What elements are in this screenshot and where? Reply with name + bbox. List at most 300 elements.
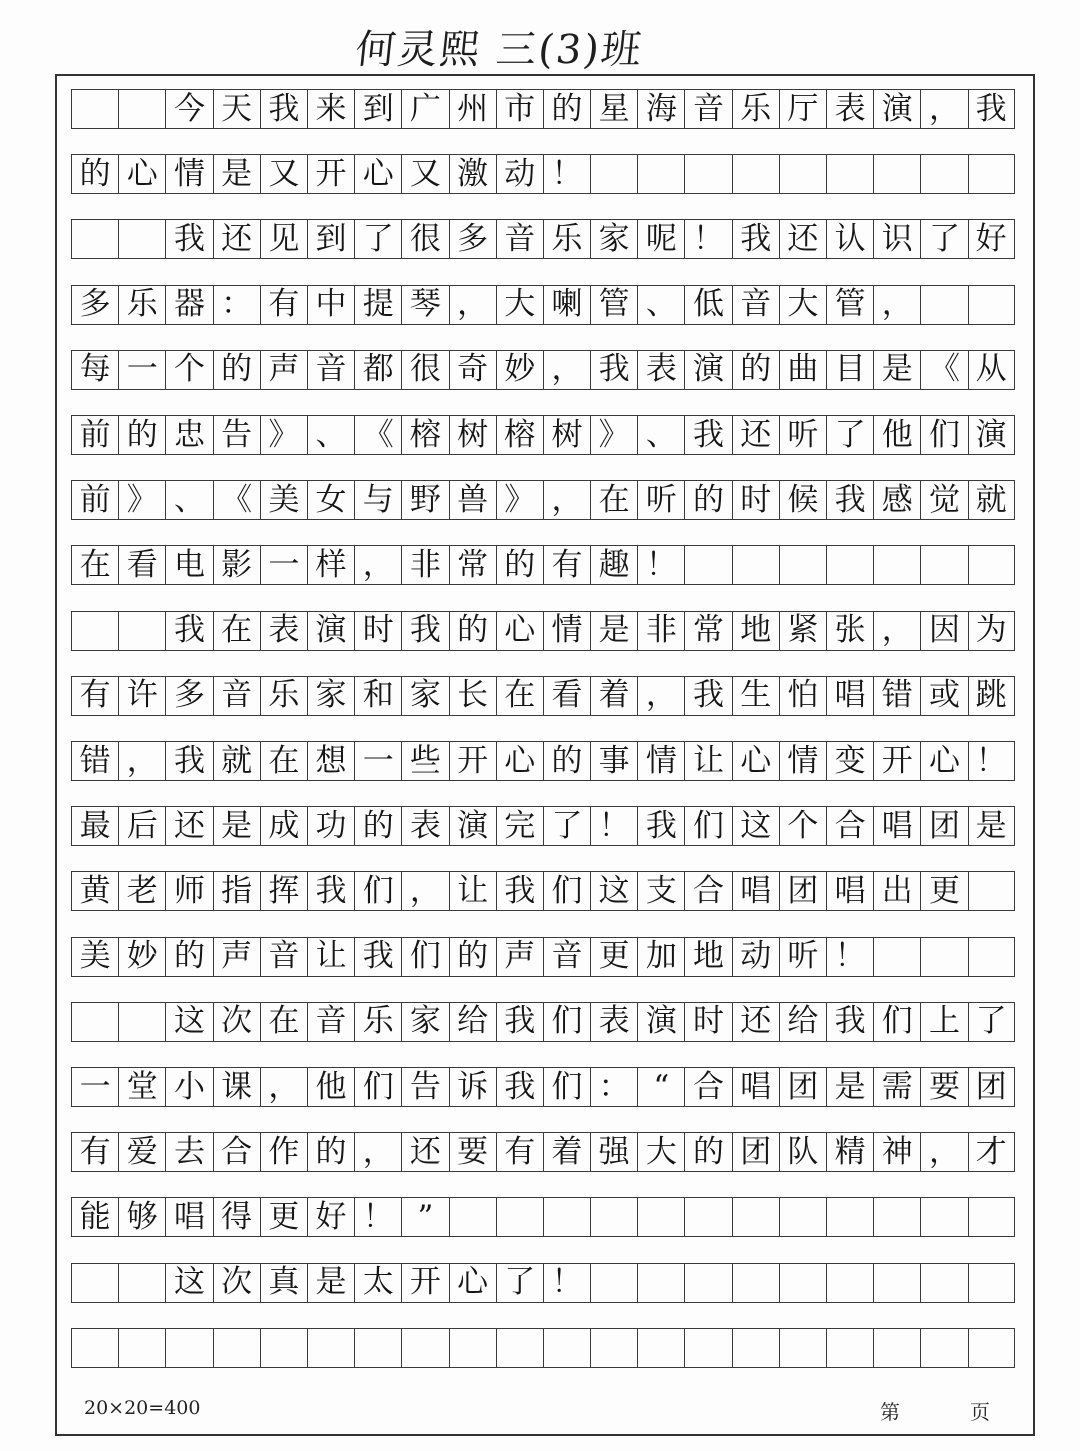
grid-cell [71, 219, 118, 259]
grid-cell: 心 [496, 611, 543, 651]
grid-cell: 黄 [71, 871, 118, 911]
grid-cell: 了 [826, 415, 873, 455]
grid-cell: 在 [496, 676, 543, 716]
grid-cell [968, 1197, 1015, 1237]
grid-row [71, 154, 1015, 194]
grid-cell: 长 [449, 676, 496, 716]
grid-cell: 的 [543, 89, 590, 129]
grid-cell: 是 [826, 1067, 873, 1107]
grid-cell: 非 [401, 545, 448, 585]
grid-cell [968, 285, 1015, 325]
grid-row [71, 415, 1015, 455]
grid-cell: 感 [873, 480, 920, 520]
grid-cell: 一 [71, 1067, 118, 1107]
grid-cell: 张 [826, 611, 873, 651]
grid-cell: 表 [637, 350, 684, 390]
grid-cell: ： [590, 1067, 637, 1107]
grid-cell: 演 [968, 415, 1015, 455]
grid-cell: ， [354, 545, 401, 585]
grid-cell: 与 [354, 480, 401, 520]
grid-cell: 是 [307, 1263, 354, 1303]
grid-cell: 这 [590, 871, 637, 911]
grid-cell: 强 [590, 1132, 637, 1172]
grid-cell: 我 [260, 89, 307, 129]
grid-cell: 、 [637, 285, 684, 325]
grid-cell [873, 937, 920, 977]
grid-cell: 树 [449, 415, 496, 455]
grid-cell [873, 545, 920, 585]
grid-cell: 们 [354, 871, 401, 911]
grid-cell [71, 1002, 118, 1042]
grid-cell: 我 [165, 741, 212, 781]
grid-cell: 前 [71, 415, 118, 455]
writing-grid [71, 89, 1015, 1393]
grid-cell: ， [543, 480, 590, 520]
grid-cell: 妙 [496, 350, 543, 390]
grid-cell: 挥 [260, 871, 307, 911]
grid-row [71, 350, 1015, 390]
student-name-class: 何灵熙 三(3)班 [353, 27, 646, 73]
grid-cell: 很 [401, 350, 448, 390]
grid-cell: ， [354, 1132, 401, 1172]
grid-cell: 了 [496, 1263, 543, 1303]
grid-cell: 成 [260, 806, 307, 846]
grid-cell: 给 [779, 1002, 826, 1042]
grid-cell: 星 [590, 89, 637, 129]
grid-cell [826, 1197, 873, 1237]
grid-cell: 唱 [826, 871, 873, 911]
grid-cell: 常 [684, 611, 731, 651]
grid-cell: 目 [826, 350, 873, 390]
grid-cell: 加 [637, 937, 684, 977]
grid-cell: 表 [401, 806, 448, 846]
grid-cell: ！ [968, 741, 1015, 781]
grid-row [71, 1197, 1015, 1237]
grid-row [71, 1328, 1015, 1368]
grid-cell: 有 [543, 545, 590, 585]
grid-cell: 我 [307, 871, 354, 911]
grid-cell: ， [449, 285, 496, 325]
grid-cell: 是 [590, 611, 637, 651]
grid-cell: 错 [873, 676, 920, 716]
grid-cell [920, 154, 967, 194]
grid-cell [213, 1328, 260, 1368]
grid-cell: 》 [118, 480, 165, 520]
grid-cell [732, 1328, 779, 1368]
grid-cell: ， [637, 676, 684, 716]
grid-cell: 了 [354, 219, 401, 259]
grid-cell: 着 [543, 1132, 590, 1172]
grid-cell: 今 [165, 89, 212, 129]
grid-cell: 想 [307, 741, 354, 781]
grid-cell: 低 [684, 285, 731, 325]
grid-cell: 榕 [401, 415, 448, 455]
grid-cell: 许 [118, 676, 165, 716]
grid-cell: 乐 [118, 285, 165, 325]
grid-cell [401, 1328, 448, 1368]
grid-cell: 们 [543, 1002, 590, 1042]
grid-cell: 电 [165, 545, 212, 585]
grid-cell: 动 [496, 154, 543, 194]
grid-cell: 心 [449, 1263, 496, 1303]
grid-cell: ， [873, 285, 920, 325]
grid-cell: 在 [260, 741, 307, 781]
grid-cell: 州 [449, 89, 496, 129]
grid-cell: ！ [543, 154, 590, 194]
grid-cell: 样 [307, 545, 354, 585]
grid-cell: 更 [260, 1197, 307, 1237]
grid-cell: 了 [968, 1002, 1015, 1042]
grid-cell: 团 [920, 806, 967, 846]
grid-cell [826, 545, 873, 585]
grid-cell: 个 [779, 806, 826, 846]
grid-cell [779, 545, 826, 585]
grid-cell: 好 [968, 219, 1015, 259]
grid-cell: 觉 [920, 480, 967, 520]
grid-cell: 我 [496, 871, 543, 911]
grid-cell: 们 [543, 871, 590, 911]
grid-cell: 见 [260, 219, 307, 259]
grid-cell: 些 [401, 741, 448, 781]
grid-cell: 演 [873, 89, 920, 129]
grid-cell [968, 937, 1015, 977]
grid-row [71, 1132, 1015, 1172]
grid-cell: 乐 [543, 219, 590, 259]
grid-cell: 的 [449, 937, 496, 977]
grid-cell [779, 154, 826, 194]
grid-cell: 榕 [496, 415, 543, 455]
grid-row [71, 676, 1015, 716]
grid-cell: 因 [920, 611, 967, 651]
grid-cell [968, 154, 1015, 194]
grid-cell: 小 [165, 1067, 212, 1107]
grid-cell: 唱 [732, 1067, 779, 1107]
grid-cell: 在 [71, 545, 118, 585]
grid-cell: 有 [71, 1132, 118, 1172]
grid-cell: 激 [449, 154, 496, 194]
grid-cell: 有 [71, 676, 118, 716]
grid-cell: 这 [165, 1002, 212, 1042]
grid-cell: 中 [307, 285, 354, 325]
grid-cell: 给 [449, 1002, 496, 1042]
grid-cell: 合 [684, 871, 731, 911]
grid-row [71, 285, 1015, 325]
grid-cell: 了 [920, 219, 967, 259]
grid-cell: ， [118, 741, 165, 781]
grid-cell: 还 [779, 219, 826, 259]
grid-cell: 紧 [779, 611, 826, 651]
grid-cell [732, 1263, 779, 1303]
grid-cell: 广 [401, 89, 448, 129]
grid-cell: 树 [543, 415, 590, 455]
grid-cell [590, 1197, 637, 1237]
grid-cell [873, 1263, 920, 1303]
grid-cell: 影 [213, 545, 260, 585]
grid-cell [920, 1197, 967, 1237]
grid-cell: 生 [732, 676, 779, 716]
grid-cell: 为 [968, 611, 1015, 651]
grid-cell [118, 219, 165, 259]
grid-cell [71, 89, 118, 129]
grid-cell: 的 [684, 1132, 731, 1172]
grid-cell: 很 [401, 219, 448, 259]
grid-cell: 我 [401, 611, 448, 651]
grid-row [71, 611, 1015, 651]
grid-cell [968, 871, 1015, 911]
grid-cell: 》 [496, 480, 543, 520]
grid-cell: 后 [118, 806, 165, 846]
grid-cell: 又 [401, 154, 448, 194]
grid-cell: 最 [71, 806, 118, 846]
grid-cell: 我 [165, 219, 212, 259]
grid-row [71, 1002, 1015, 1042]
grid-cell: 的 [496, 545, 543, 585]
grid-cell: 看 [118, 545, 165, 585]
grid-cell [732, 1197, 779, 1237]
grid-cell: 表 [590, 1002, 637, 1042]
grid-cell: 情 [165, 154, 212, 194]
grid-cell: 大 [779, 285, 826, 325]
grid-cell: ， [873, 611, 920, 651]
grid-cell: 琴 [401, 285, 448, 325]
grid-cell: 开 [449, 741, 496, 781]
grid-cell [71, 1263, 118, 1303]
grid-cell: 团 [779, 1067, 826, 1107]
grid-cell [684, 154, 731, 194]
grid-cell: 的 [732, 350, 779, 390]
grid-cell [543, 1197, 590, 1237]
grid-cell: 我 [684, 415, 731, 455]
grid-cell: 更 [590, 937, 637, 977]
page-number-label [880, 1396, 990, 1425]
grid-cell: 趣 [590, 545, 637, 585]
grid-cell [637, 1197, 684, 1237]
grid-cell: 我 [165, 611, 212, 651]
grid-cell: 去 [165, 1132, 212, 1172]
grid-row [71, 806, 1015, 846]
grid-cell [590, 1328, 637, 1368]
grid-cell: 识 [873, 219, 920, 259]
grid-cell: ！ [684, 219, 731, 259]
grid-cell: 爱 [118, 1132, 165, 1172]
grid-cell: 《 [920, 350, 967, 390]
grid-cell: 堂 [118, 1067, 165, 1107]
grid-cell [260, 1328, 307, 1368]
grid-cell [826, 1263, 873, 1303]
grid-cell: 的 [213, 350, 260, 390]
grid-cell: 出 [873, 871, 920, 911]
grid-cell: 时 [354, 611, 401, 651]
grid-cell: 让 [684, 741, 731, 781]
grid-cell: 到 [307, 219, 354, 259]
grid-cell: 还 [165, 806, 212, 846]
grid-cell [496, 1197, 543, 1237]
grid-cell: 表 [260, 611, 307, 651]
grid-cell: 有 [260, 285, 307, 325]
grid-cell: 的 [543, 741, 590, 781]
grid-cell [968, 1263, 1015, 1303]
grid-row [71, 1067, 1015, 1107]
grid-cell: 心 [920, 741, 967, 781]
grid-cell: 我 [637, 806, 684, 846]
grid-cell [826, 1328, 873, 1368]
grid-cell: 就 [213, 741, 260, 781]
grid-cell: 美 [260, 480, 307, 520]
grid-cell: 情 [543, 611, 590, 651]
grid-cell: 又 [260, 154, 307, 194]
grid-cell: 老 [118, 871, 165, 911]
grid-cell: 才 [968, 1132, 1015, 1172]
grid-cell: 时 [732, 480, 779, 520]
grid-cell: 团 [779, 871, 826, 911]
grid-cell: 演 [449, 806, 496, 846]
grid-cell: 是 [213, 154, 260, 194]
grid-cell: 《 [213, 480, 260, 520]
grid-cell: 就 [968, 480, 1015, 520]
grid-cell: 太 [354, 1263, 401, 1303]
grid-row [71, 480, 1015, 520]
grid-cell: ， [920, 1132, 967, 1172]
grid-cell: 我 [732, 219, 779, 259]
grid-cell: 音 [213, 676, 260, 716]
grid-cell [779, 1263, 826, 1303]
grid-cell: 或 [920, 676, 967, 716]
grid-cell: 课 [213, 1067, 260, 1107]
grid-cell: 我 [826, 480, 873, 520]
grid-cell [684, 1197, 731, 1237]
grid-cell: 的 [71, 154, 118, 194]
grid-cell: 怕 [779, 676, 826, 716]
grid-cell: 、 [637, 415, 684, 455]
grid-cell: 们 [684, 806, 731, 846]
grid-cell: 要 [920, 1067, 967, 1107]
grid-cell: 们 [401, 937, 448, 977]
grid-cell: 队 [779, 1132, 826, 1172]
grid-cell: 、 [307, 415, 354, 455]
grid-cell: 真 [260, 1263, 307, 1303]
grid-cell: 们 [543, 1067, 590, 1107]
grid-cell: 兽 [449, 480, 496, 520]
grid-cell [873, 1197, 920, 1237]
grid-cell [637, 1328, 684, 1368]
grid-cell: ， [260, 1067, 307, 1107]
grid-cell: 》 [260, 415, 307, 455]
grid-cell: 我 [496, 1002, 543, 1042]
grid-cell: 奇 [449, 350, 496, 390]
grid-cell: 从 [968, 350, 1015, 390]
grid-cell: 们 [354, 1067, 401, 1107]
grid-cell: 妙 [118, 937, 165, 977]
grid-cell: 乐 [354, 1002, 401, 1042]
grid-cell: 他 [873, 415, 920, 455]
grid-cell: 是 [873, 350, 920, 390]
grid-cell: 器 [165, 285, 212, 325]
grid-cell: 团 [732, 1132, 779, 1172]
grid-cell: 的 [307, 1132, 354, 1172]
grid-cell [118, 611, 165, 651]
grid-row [71, 937, 1015, 977]
grid-cell: 演 [684, 350, 731, 390]
grid-cell: 曲 [779, 350, 826, 390]
grid-cell: 看 [543, 676, 590, 716]
grid-cell: 一 [118, 350, 165, 390]
grid-cell: 跳 [968, 676, 1015, 716]
grid-cell: 错 [71, 741, 118, 781]
grid-cell: 合 [213, 1132, 260, 1172]
grid-cell: 忠 [165, 415, 212, 455]
grid-cell: 合 [826, 806, 873, 846]
grid-row [71, 89, 1015, 129]
grid-cell: ： [213, 285, 260, 325]
grid-cell: 在 [590, 480, 637, 520]
page-prefix: 第 [880, 1400, 900, 1424]
grid-cell: 声 [213, 937, 260, 977]
grid-cell [920, 545, 967, 585]
grid-cell: 来 [307, 89, 354, 129]
grid-cell [732, 154, 779, 194]
grid-cell [71, 1328, 118, 1368]
grid-cell: 听 [637, 480, 684, 520]
grid-cell: 次 [213, 1002, 260, 1042]
grid-cell: 心 [496, 741, 543, 781]
grid-cell: 女 [307, 480, 354, 520]
grid-cell: 都 [354, 350, 401, 390]
grid-cell: 我 [590, 350, 637, 390]
grid-cell [873, 154, 920, 194]
grid-cell: 事 [590, 741, 637, 781]
grid-cell: 常 [449, 545, 496, 585]
grid-cell: 多 [165, 676, 212, 716]
grid-cell: 次 [213, 1263, 260, 1303]
grid-cell [779, 1328, 826, 1368]
grid-cell [873, 1328, 920, 1368]
grid-cell: 前 [71, 480, 118, 520]
grid-cell: ！ [354, 1197, 401, 1237]
grid-cell [779, 1197, 826, 1237]
grid-cell: 指 [213, 871, 260, 911]
grid-cell: 我 [496, 1067, 543, 1107]
grid-cell: 唱 [873, 806, 920, 846]
grid-row [71, 871, 1015, 911]
grid-cell: 和 [354, 676, 401, 716]
grid-cell [968, 545, 1015, 585]
grid-cell [684, 1263, 731, 1303]
grid-cell: 一 [260, 545, 307, 585]
grid-cell: 表 [826, 89, 873, 129]
grid-cell [449, 1328, 496, 1368]
grid-cell: 动 [732, 937, 779, 977]
grid-cell: 声 [496, 937, 543, 977]
grid-cell: 时 [684, 1002, 731, 1042]
grid-cell: 唱 [165, 1197, 212, 1237]
grid-cell [920, 937, 967, 977]
grid-cell: 着 [590, 676, 637, 716]
grid-cell: 听 [779, 937, 826, 977]
grid-cell: 家 [401, 676, 448, 716]
grid-size-label: 20×20=400 [84, 1397, 201, 1419]
grid-cell [920, 1328, 967, 1368]
grid-cell: 提 [354, 285, 401, 325]
grid-cell [637, 1263, 684, 1303]
grid-cell: “ [637, 1067, 684, 1107]
grid-cell: 市 [496, 89, 543, 129]
grid-cell: 这 [732, 806, 779, 846]
grid-cell [307, 1328, 354, 1368]
grid-cell: 呢 [637, 219, 684, 259]
grid-cell: 地 [732, 611, 779, 651]
grid-cell: 让 [307, 937, 354, 977]
grid-cell: 神 [873, 1132, 920, 1172]
